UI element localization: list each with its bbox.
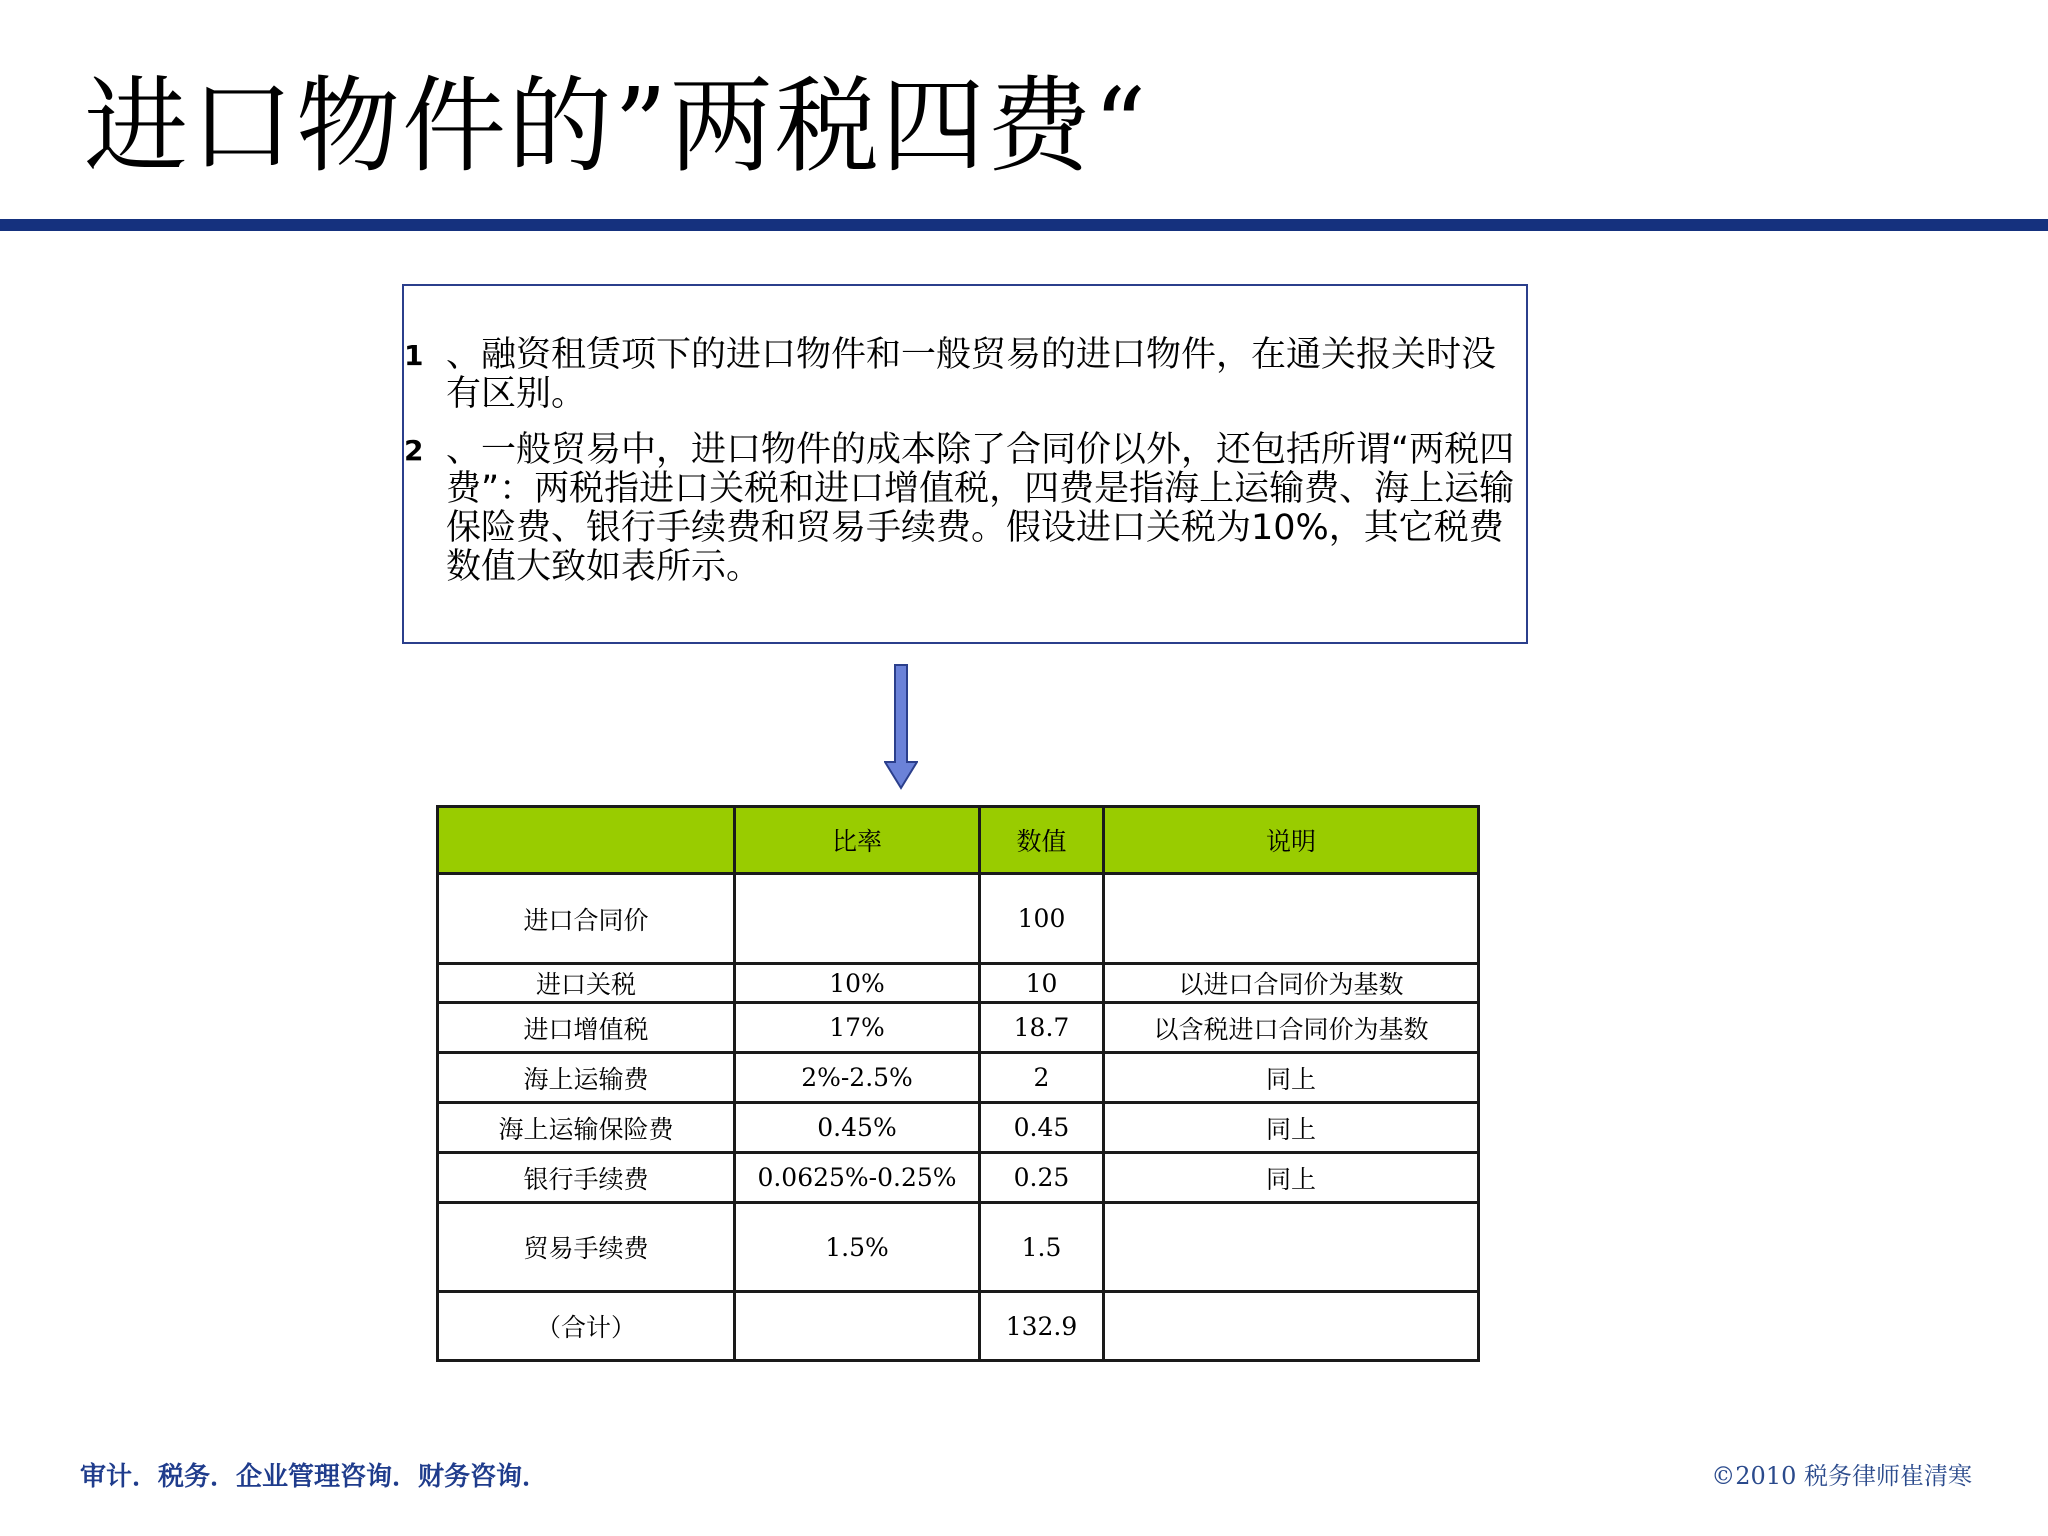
intro-item-text: 、一般贸易中，进口物件的成本除了合同价以外，还包括所谓“两税四费”：两税指进口关税和进口增值税，四费是指海上运输费、海上运输保险费、银行手续费和贸易手续费。假设进口关税为10%，其它税费数值大致如表所示。 (446, 430, 1515, 587)
table-cell: 进口关税 (438, 964, 735, 1003)
table-row (438, 1203, 1479, 1292)
table-cell (1104, 874, 1479, 964)
table-cell: 海上运输费 (438, 1053, 735, 1103)
table-row (438, 1153, 1479, 1203)
table-cell: 17% (735, 1003, 980, 1053)
header-cell: 说明 (1104, 807, 1479, 874)
intro-item-2 (404, 431, 1526, 587)
table-cell: 18.7 (980, 1003, 1104, 1053)
table-row (438, 1053, 1479, 1103)
table-cell: 1.5% (735, 1203, 980, 1292)
table-cell: 进口合同价 (438, 874, 735, 964)
footer-services: 审计．税务．企业管理咨询．财务咨询． (80, 1462, 549, 1492)
intro-item-text: 、融资租赁项下的进口物件和一般贸易的进口物件，在通关报关时没有区别。 (446, 335, 1497, 414)
table-cell: 以含税进口合同价为基数 (1104, 1003, 1479, 1053)
intro-item-number: 1 (404, 339, 424, 372)
table-cell: 进口增值税 (438, 1003, 735, 1053)
table-cell: 0.45% (735, 1103, 980, 1153)
down-arrow-icon (884, 664, 918, 790)
table-cell: 100 (980, 874, 1104, 964)
table-cell: 1.5 (980, 1203, 1104, 1292)
table-cell: 海上运输保险费 (438, 1103, 735, 1153)
table-cell: 10 (980, 964, 1104, 1003)
footer-copyright: ©2010 税务律师崔清寒 (1711, 1462, 1972, 1490)
table-cell: 银行手续费 (438, 1153, 735, 1203)
table-cell: 132.9 (980, 1292, 1104, 1361)
table-cell: 2%-2.5% (735, 1053, 980, 1103)
table-row (438, 1292, 1479, 1361)
table-row (438, 1103, 1479, 1153)
table-cell: 0.0625%-0.25% (735, 1153, 980, 1203)
table-cell: 2 (980, 1053, 1104, 1103)
table-cell (735, 1292, 980, 1361)
title-rule (0, 219, 2048, 231)
intro-box (402, 284, 1528, 644)
table-cell: 0.25 (980, 1153, 1104, 1203)
table-cell (1104, 1292, 1479, 1361)
table-cell: 贸易手续费 (438, 1203, 735, 1292)
fees-table (436, 805, 1480, 1362)
table-cell: 以进口合同价为基数 (1104, 964, 1479, 1003)
slide-title: 进口物件的”两税四费“ (84, 65, 1149, 187)
table-cell: 10% (735, 964, 980, 1003)
table-row (438, 1003, 1479, 1053)
intro-item-1 (404, 336, 1526, 414)
table-cell: 同上 (1104, 1053, 1479, 1103)
table-cell: 同上 (1104, 1103, 1479, 1153)
table-row (438, 964, 1479, 1003)
intro-item-number: 2 (404, 434, 424, 467)
table-cell: 0.45 (980, 1103, 1104, 1153)
header-cell: 数值 (980, 807, 1104, 874)
header-cell: 比率 (735, 807, 980, 874)
table-row (438, 874, 1479, 964)
table-cell (1104, 1203, 1479, 1292)
table-cell: （合计） (438, 1292, 735, 1361)
header-cell (438, 807, 735, 874)
table-header-row (438, 807, 1479, 874)
table-cell: 同上 (1104, 1153, 1479, 1203)
table-cell (735, 874, 980, 964)
